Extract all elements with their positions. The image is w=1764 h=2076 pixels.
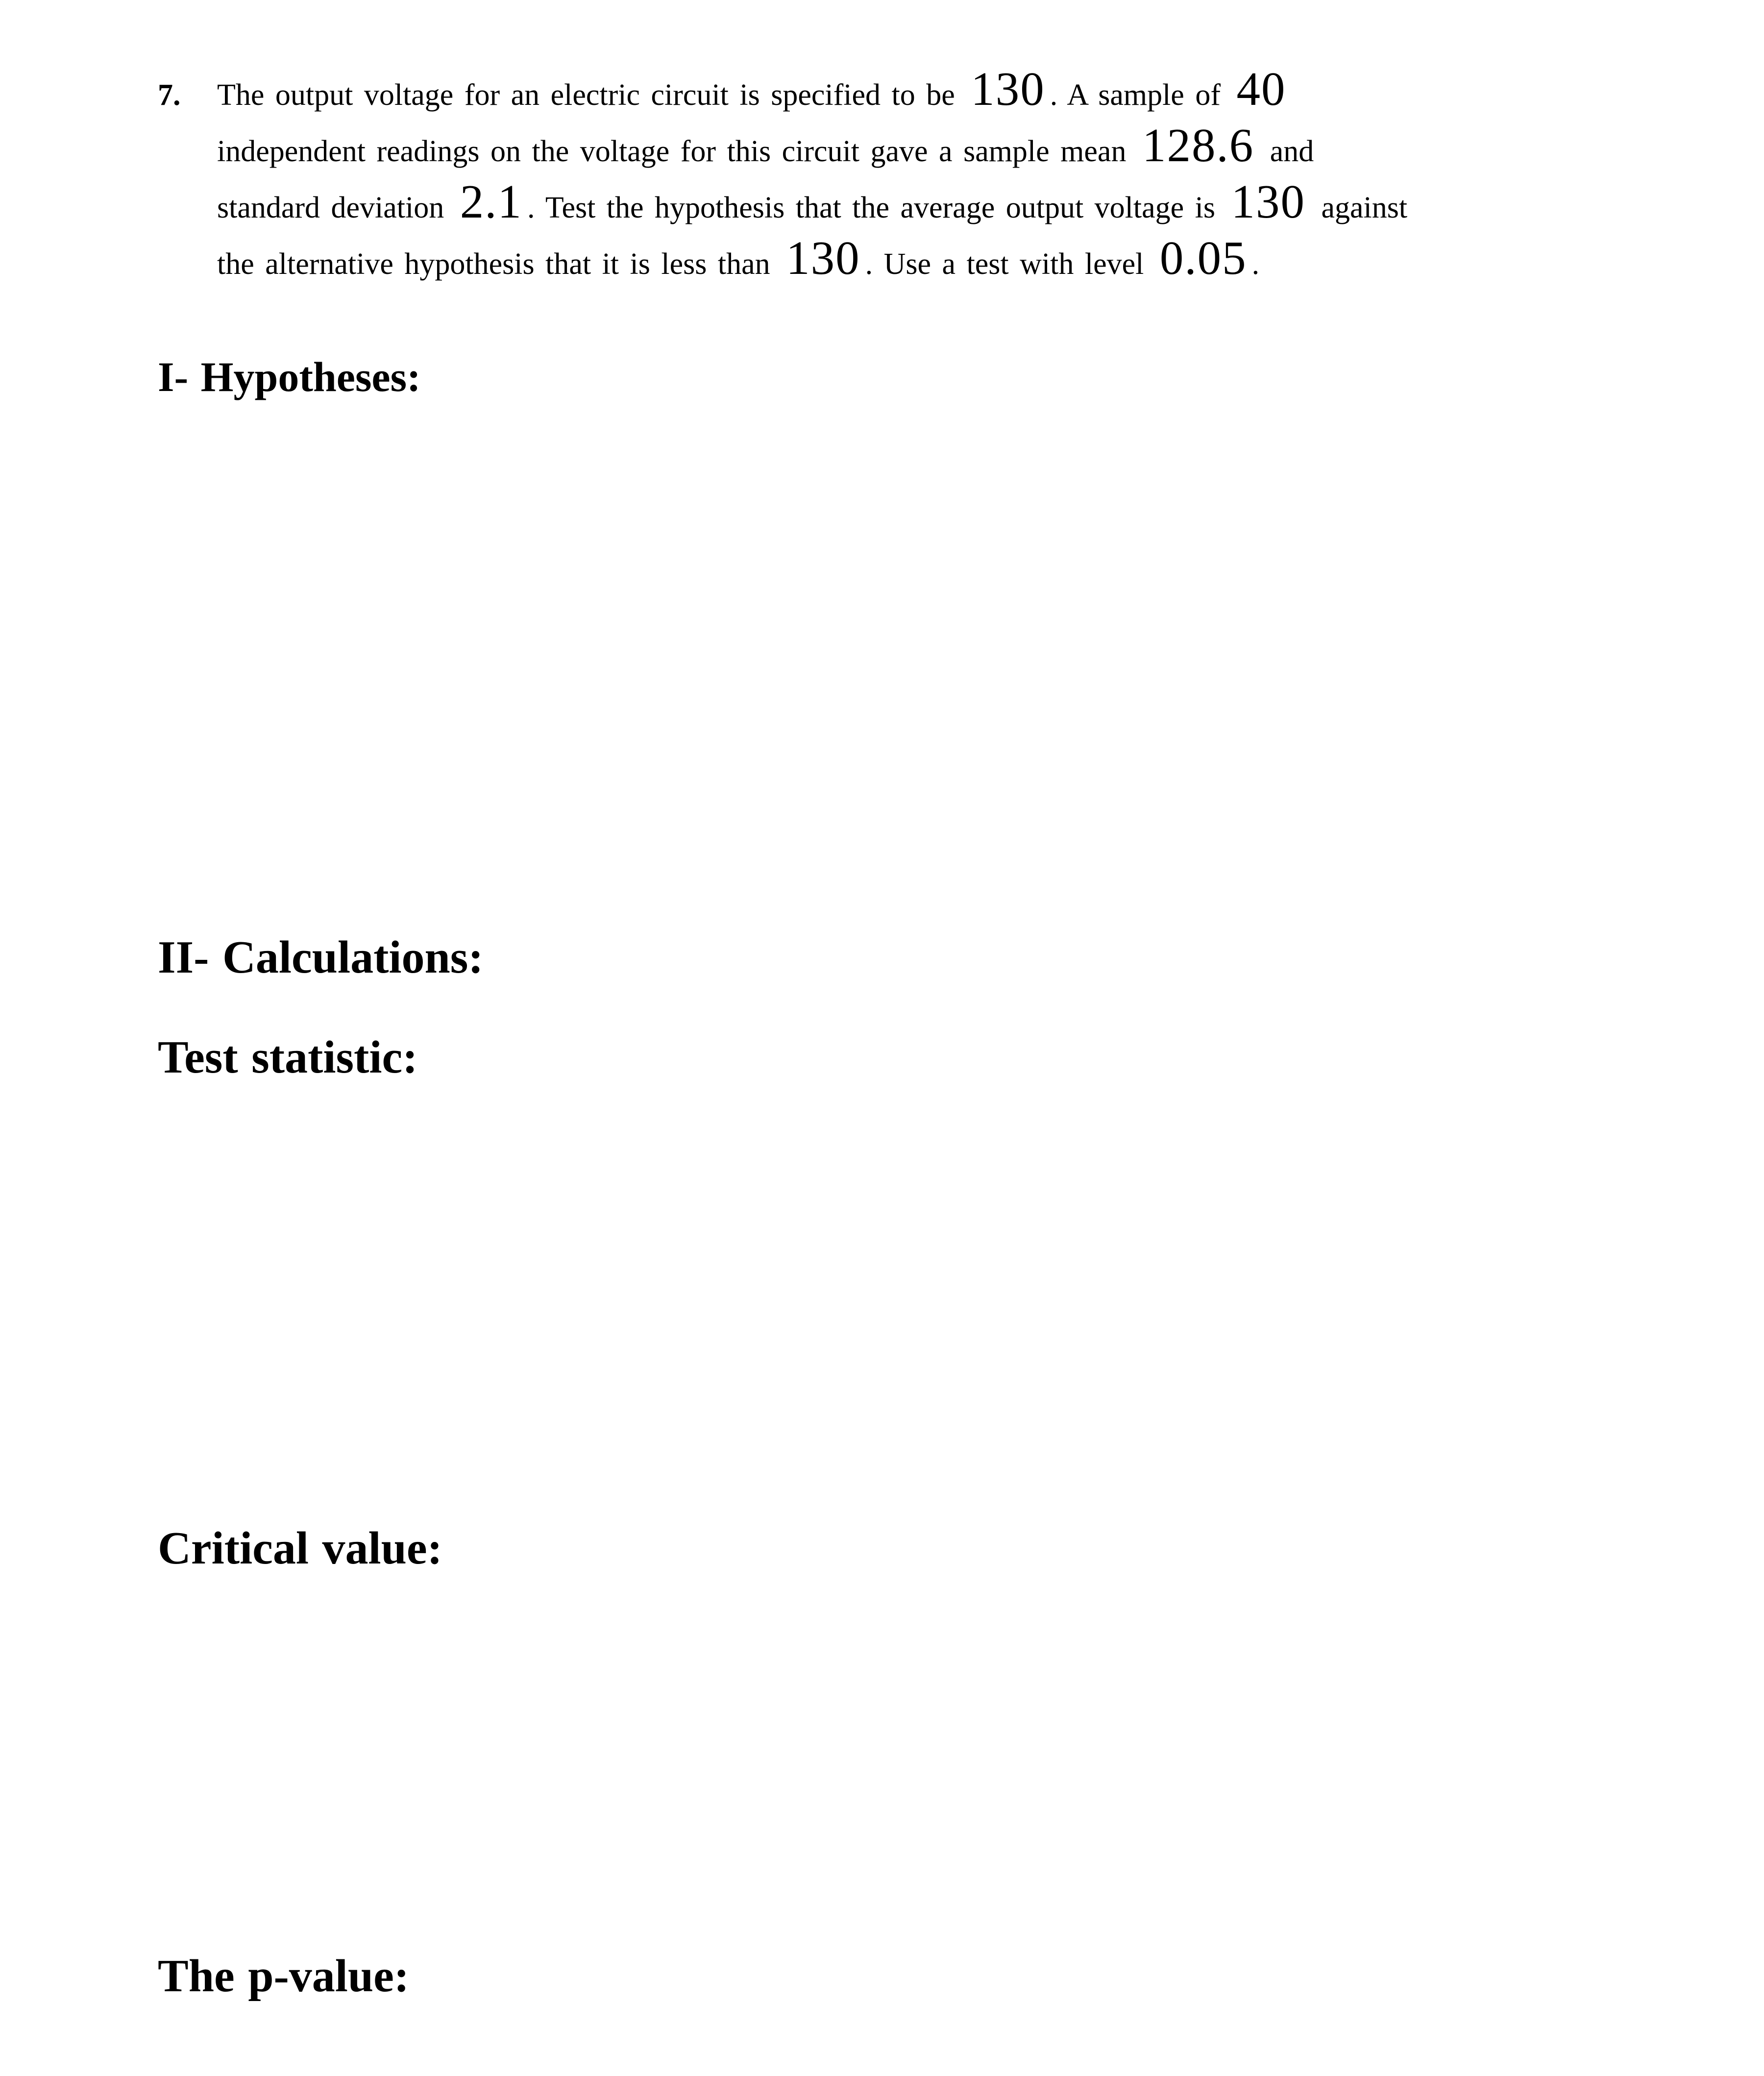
body-text-run: against: [1310, 191, 1408, 224]
section-heading-hypotheses: I- Hypotheses:: [158, 353, 421, 400]
body-text-run: . Test the hypothesis that the average output voltage is: [527, 191, 1226, 224]
body-text-run: the alternative hypothesis that it is less than: [217, 247, 782, 281]
answer-space-critical-value: [158, 1597, 1666, 1945]
problem-line: [217, 175, 1712, 236]
answer-space-test-statistic: [158, 1107, 1666, 1519]
math-number: 0.05: [1159, 232, 1247, 284]
section-heading-calculations: II- Calculations:: [158, 932, 484, 983]
math-number: 2.1: [460, 175, 523, 228]
body-text-run: .: [1251, 247, 1260, 281]
body-text-run: . Use a test with level: [865, 247, 1155, 281]
section-heading-p-value: The p-value:: [158, 1951, 410, 2002]
body-text-run: independent readings on the voltage for this circuit gave a sample mean: [217, 135, 1137, 168]
math-number: 40: [1236, 63, 1286, 115]
problem-number: 7.: [158, 78, 181, 112]
problem-line: [217, 232, 1712, 293]
body-text-run: standard deviation: [217, 191, 455, 224]
problem-line: [217, 119, 1712, 180]
body-text-run: and: [1259, 135, 1314, 168]
section-heading-test-statistic: Test statistic:: [158, 1032, 418, 1083]
math-number: 130: [786, 232, 860, 284]
body-text-run: The output voltage for an electric circuit is specified to be: [217, 78, 966, 112]
section-heading-critical-value: Critical value:: [158, 1523, 442, 1574]
body-text-run: . A sample of: [1050, 78, 1232, 112]
answer-space-hypotheses: [158, 426, 1666, 926]
answer-space-p-value: [158, 2024, 1666, 2073]
math-number: 130: [1231, 175, 1306, 228]
math-number: 130: [971, 63, 1045, 115]
problem-statement: [217, 63, 1712, 293]
math-number: 128.6: [1142, 119, 1254, 171]
problem-line: [217, 63, 1712, 123]
